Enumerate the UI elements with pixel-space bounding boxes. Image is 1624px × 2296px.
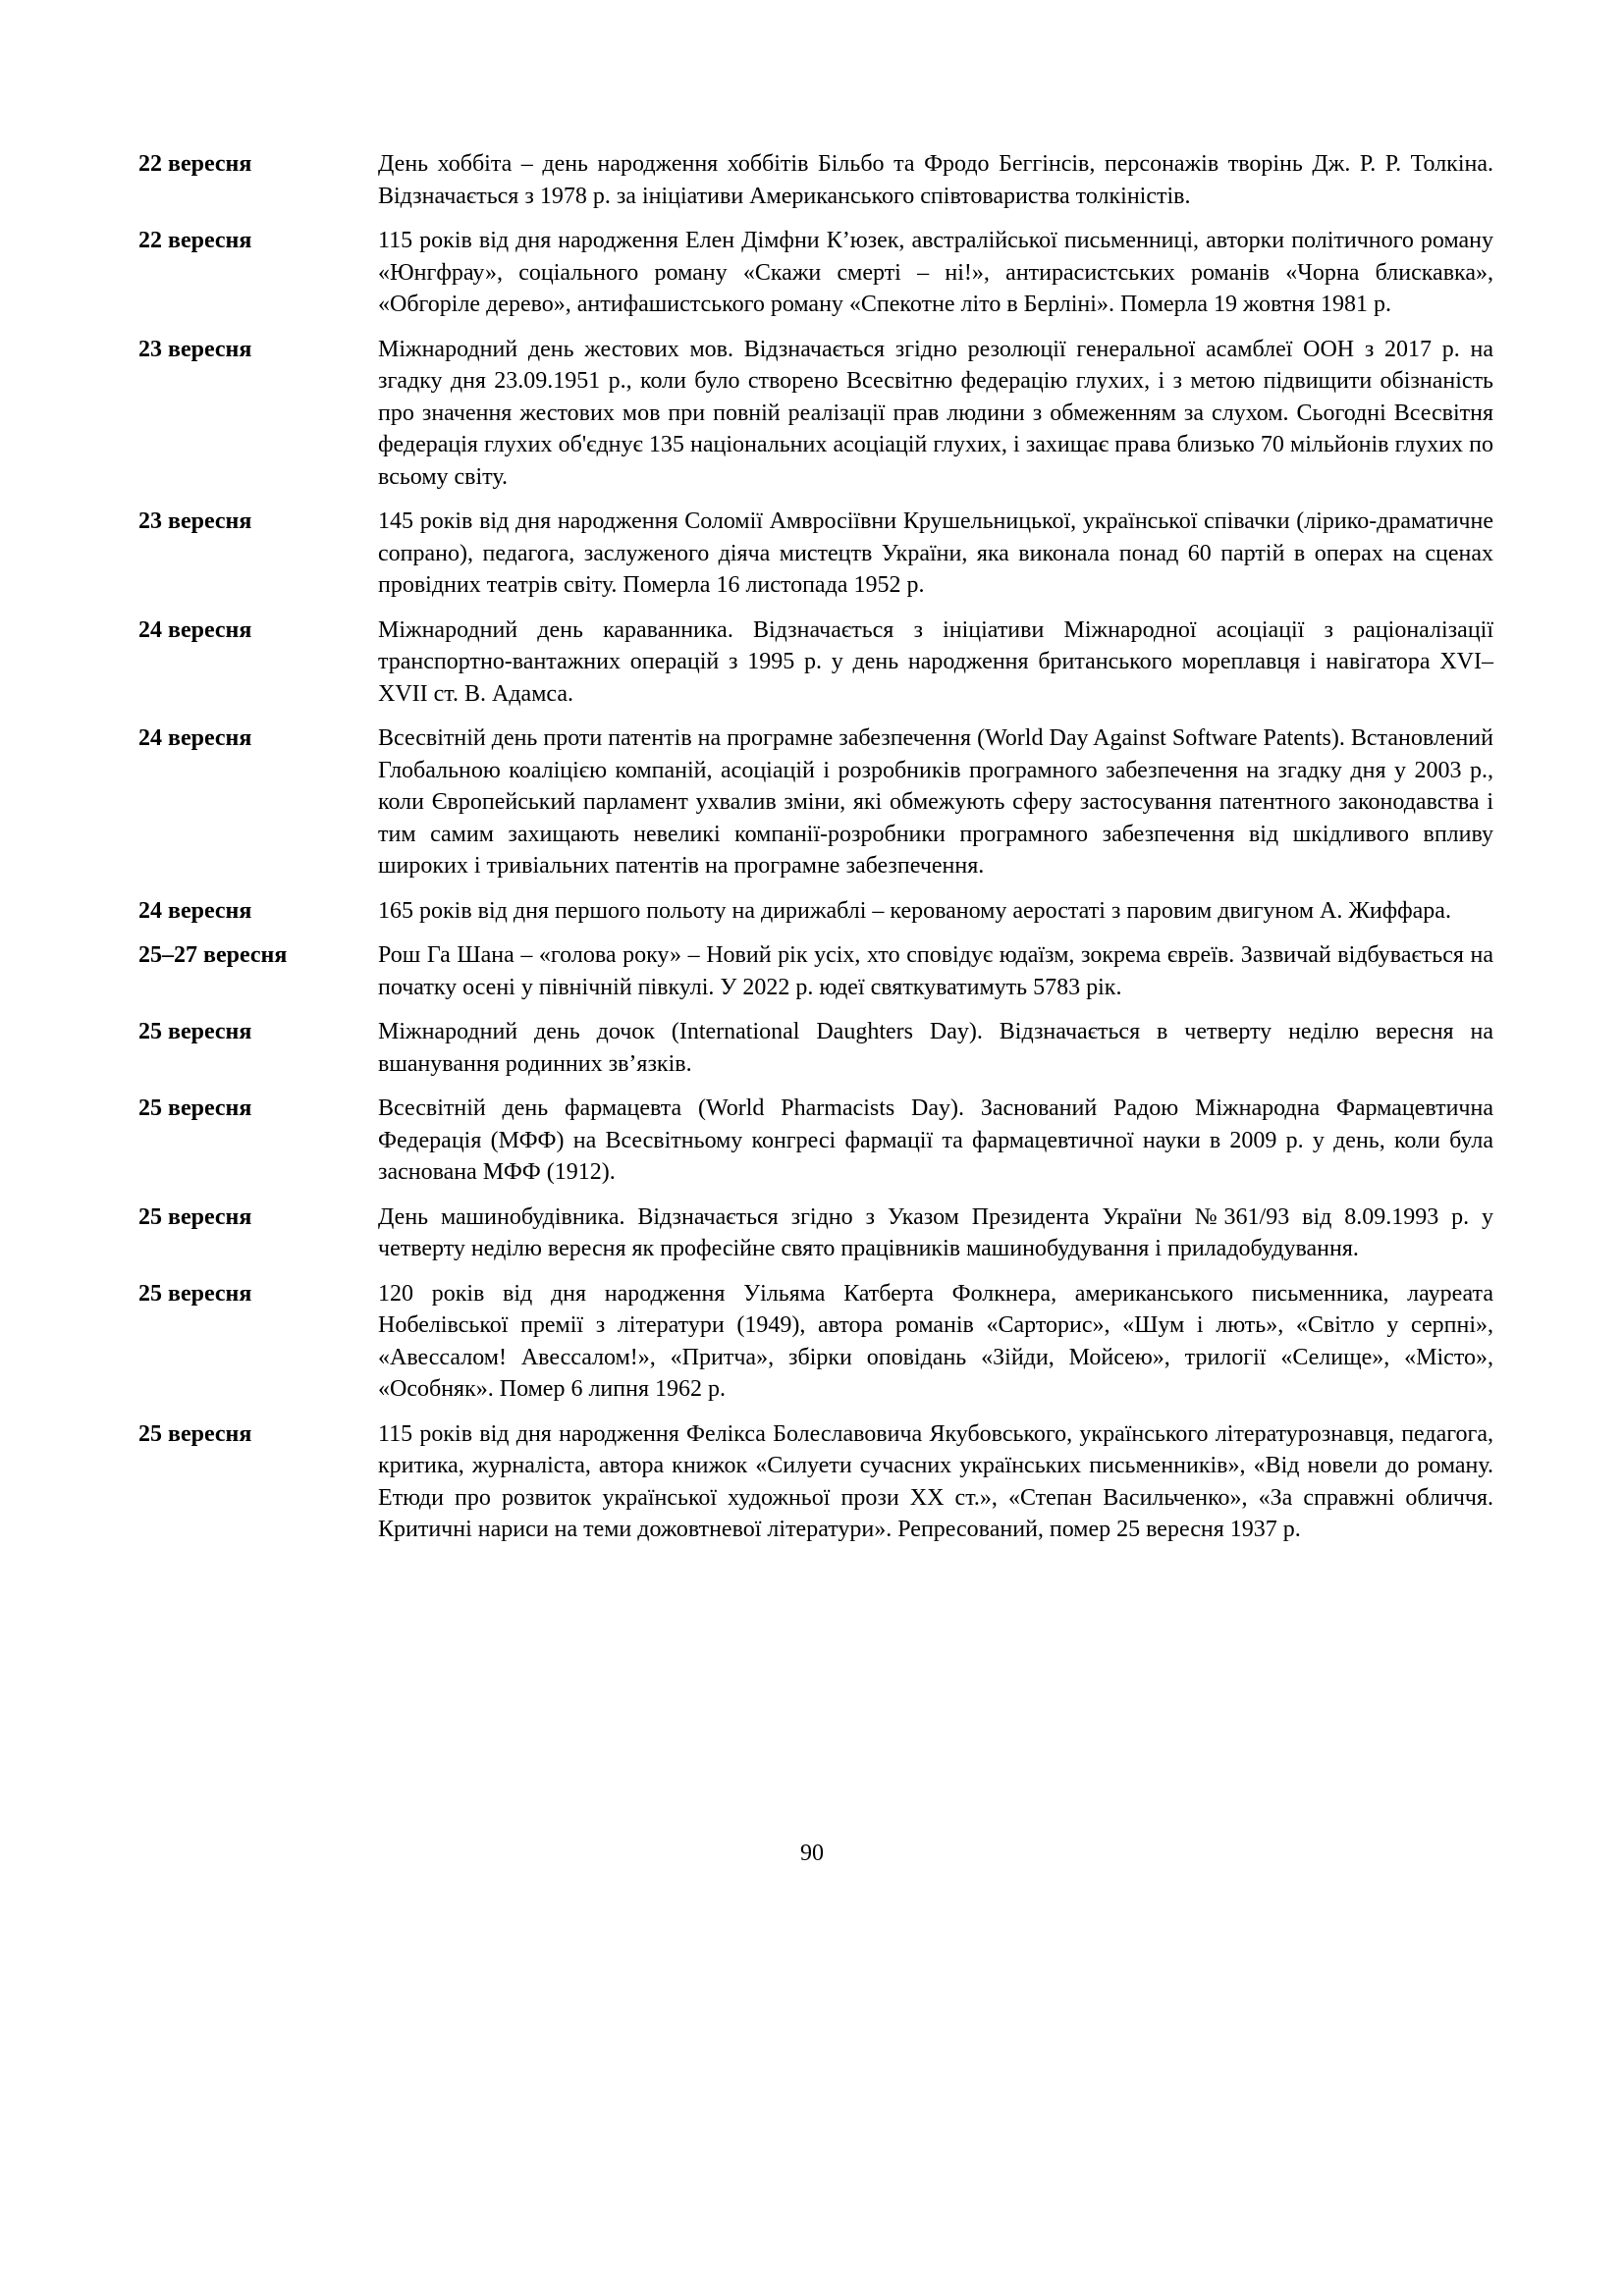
calendar-entry <box>138 939 1493 1003</box>
entry-text: 165 років від дня першого польоту на дирижаблі – керованому аеростаті з паровим двигуном А. Жиффара. <box>378 897 1451 924</box>
calendar-entry <box>138 334 1493 494</box>
entry-date: 22 вересня <box>138 228 252 253</box>
entry-text: Всесвітній день фармацевта (World Pharmacists Day). Заснований Радою Міжнародна Фармацевтична Федерація (МФФ) на Всесвітньому конгресі фармації та фармацевтичної науки в 2009 р. у день, коли була заснована МФФ (1912). <box>378 1095 1493 1185</box>
entry-text: Всесвітній день проти патентів на програмне забезпечення (World Day Against Software Patents). Встановлений Глобальною коаліцією компаній, асоціацій і розробників програмного забезпечення на згадку дня у 2003 р., коли Європейський парламент ухвалив зміни, які обмежують сферу застосування патентного законодавства і тим самим захищають невеликі компанії-розробники програмного забезпечення від шкідливого впливу широких і тривіальних патентів на програмне забезпечення. <box>378 725 1493 879</box>
entry-date: 25 вересня <box>138 1280 252 1307</box>
calendar-entry <box>138 506 1493 602</box>
calendar-entry <box>138 895 1493 928</box>
calendar-entry <box>138 1418 1493 1546</box>
entry-date: 24 вересня <box>138 616 252 643</box>
entry-text: Рош Га Шана – «голова року» – Новий рік усіх, хто сповідує юдаїзм, зокрема євреїв. Зазвичай відбувається на початку осені у північній півкулі. У 2022 р. юдеї святкуватимуть 5783 рік. <box>378 942 1493 1000</box>
calendar-entry <box>138 225 1493 321</box>
calendar-entry <box>138 722 1493 882</box>
calendar-entry <box>138 148 1493 212</box>
calendar-entry <box>138 1278 1493 1406</box>
entry-text: День хоббіта – день народження хоббітів Більбо та Фродо Беггінсів, персонажів творінь Дж. Р. Р. Толкіна. Відзначається з 1978 р. за ініціативи Американського співтовариства толкіністів. <box>378 151 1493 209</box>
entry-date: 25 вересня <box>138 1019 252 1044</box>
calendar-entry <box>138 614 1493 711</box>
calendar-entry <box>138 1093 1493 1189</box>
entry-date: 25 вересня <box>138 1420 252 1447</box>
entry-text: 120 років від дня народження Уільяма Катберта Фолкнера, американського письменника, лауреата Нобелівської премії з літератури (1949), автора романів «Сарторис», «Шум і лють», «Світло у серпні», «Авессалом! Авессалом!», «Притча», збірки оповідань «Зійди, Мойсею», трилогії «Селище», «Місто», «Особняк». Помер 6 липня 1962 р. <box>378 1280 1493 1402</box>
entry-date: 23 вересня <box>138 508 252 534</box>
calendar-entries <box>138 148 1493 1559</box>
entry-date: 25 вересня <box>138 1095 252 1121</box>
entry-text: 115 років від дня народження Елен Дімфни К’юзек, австралійської письменниці, авторки політичного роману «Юнгфрау», соціального роману «Скажи смерті – ні!», антирасистських романів «Чорна блискавка», «Обгоріле дерево», антифашистського роману «Спекотне літо в Берліні». Померла 19 жовтня 1981 р. <box>378 228 1493 317</box>
entry-date: 25 вересня <box>138 1203 252 1230</box>
entry-date: 25–27 вересня <box>138 942 288 968</box>
entry-text: 145 років від дня народження Соломії Амвросіївни Крушельницької, української співачки (лірико-драматичне сопрано), педагога, заслуженого діяча мистецтв України, яка виконала понад 60 партій в операх на сценах провідних театрів світу. Померла 16 листопада 1952 р. <box>378 508 1493 598</box>
entry-date: 23 вересня <box>138 336 252 362</box>
entry-text: Міжнародний день жестових мов. Відзначається згідно резолюції генеральної асамблеї ООН з 2017 р. на згадку дня 23.09.1951 р., коли було створено Всесвітню федерацію глухих, і з метою підвищити обізнаність про значення жестових мов при повній реалізації прав людини з обмеженням за слухом. Сьогодні Всесвітня федерація глухих об'єднує 135 національних асоціацій глухих, і захищає права близько 70 мільйонів глухих по всьому світу. <box>378 336 1493 490</box>
entry-date: 24 вересня <box>138 725 252 751</box>
page-number: 90 <box>800 1841 824 1866</box>
entry-text: День машинобудівника. Відзначається згідно з Указом Президента України №361/93 від 8.09.1993 р. у четверту неділю вересня як професійне свято працівників машинобудування і приладобудування. <box>378 1203 1493 1261</box>
entry-text: Міжнародний день дочок (International Daughters Day). Відзначається в четверту неділю вересня на вшанування родинних зв’язків. <box>378 1019 1493 1077</box>
entry-text: Міжнародний день караванника. Відзначається з ініціативи Міжнародної асоціації з раціоналізації транспортно-вантажних операцій з 1995 р. у день народження британського мореплавця і навігатора XVI–XVII ст. В. Адамса. <box>378 616 1493 707</box>
calendar-entry <box>138 1016 1493 1080</box>
entry-date: 22 вересня <box>138 151 252 177</box>
entry-text: 115 років від дня народження Фелікса Болеславовича Якубовського, українського літературознавця, педагога, критика, журналіста, автора книжок «Силуети сучасних українських письменників», «Від новели до роману. Етюди про розвиток української художньої прози ХХ ст.», «Степан Васильченко», «За справжні обличчя. Критичні нариси на теми дожовтневої літератури». Репресований, помер 25 вересня 1937 р. <box>378 1420 1493 1542</box>
entry-date: 24 вересня <box>138 897 252 924</box>
calendar-entry <box>138 1201 1493 1265</box>
